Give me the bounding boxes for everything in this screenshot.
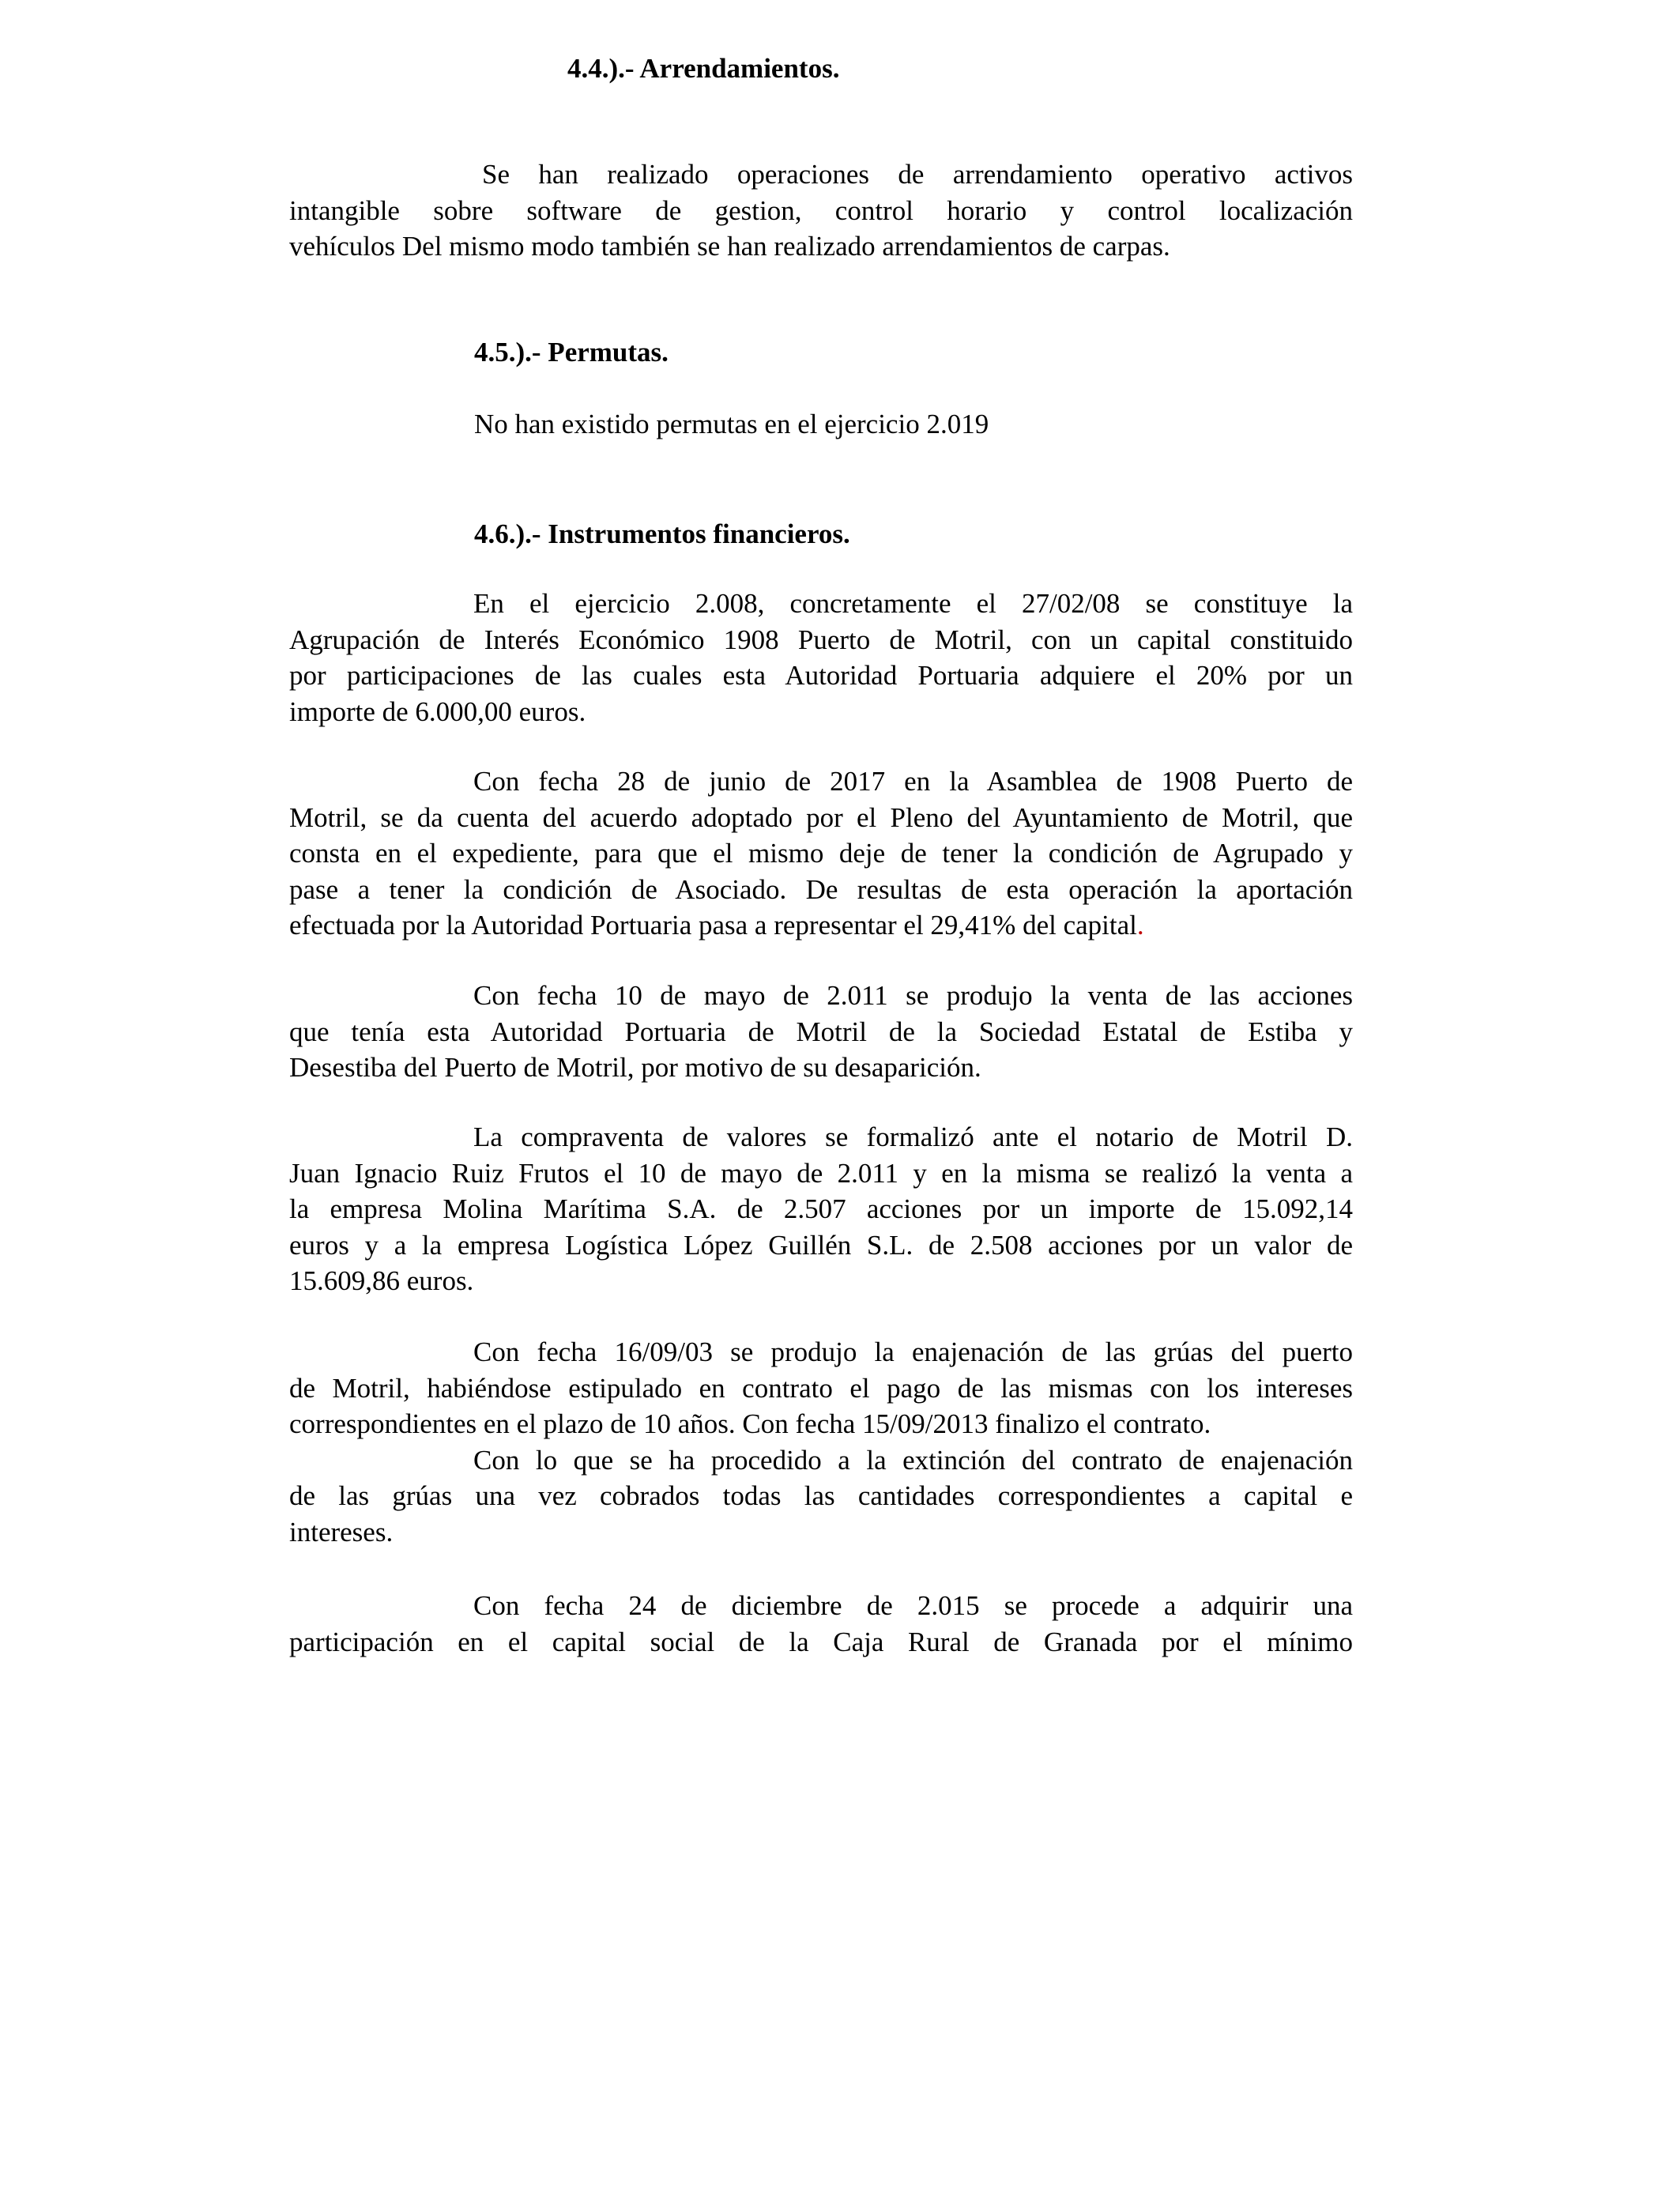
heading-permutas: 4.5.).- Permutas.	[474, 337, 669, 368]
red-period: .	[1136, 910, 1144, 941]
heading-instrumentos-financieros: 4.6.).- Instrumentos financieros.	[474, 518, 850, 549]
paragraph-gruas: Con fecha 16/09/03 se produjo la enajenación de las grúas del puerto de Motril, habiéndose estipulado en contrato el pago de las mismas con los intereses correspondientes en el plazo de 10 años. Con fecha 15/09/2013 finalizo el contrato. Con lo que se ha procedido a la extinción del contrato de enajenación de las grúas una vez cobrados todas las cantidades correspondientes a capital e intereses.	[289, 1336, 1353, 1547]
paragraph-caja-rural: Con fecha 24 de diciembre de 2.015 se procede a adquirir una participación en el capital social de la Caja Rural de Granada por el mínimo	[289, 1590, 1353, 1657]
paragraph-compraventa: La compraventa de valores se formalizó ante el notario de Motril D. Juan Ignacio Ruiz Frutos el 10 de mayo de 2.011 y en la misma se realizó la venta a la empresa Molina Marítima S.A. de 2.507 acciones por un importe de 15.092,14 euros y a la empresa Logística López Guillén S.L. de 2.508 acciones por un valor de 15.609,86 euros.	[289, 1122, 1353, 1296]
heading-arrendamientos: 4.4.).- Arrendamientos.	[567, 53, 840, 84]
paragraph-venta-acciones: Con fecha 10 de mayo de 2.011 se produjo la venta de las acciones que tenía esta Autoridad Portuaria de Motril de la Sociedad Estatal de Estiba y Desestiba del Puerto de Motril, por motivo de su desaparición.	[289, 980, 1353, 1083]
paragraph-permutas: No han existido permutas en el ejercicio 2.019	[474, 409, 989, 439]
paragraph-agrupacion: En el ejercicio 2.008, concretamente el 27/02/08 se constituye la Agrupación de Interés Económico 1908 Puerto de Motril, con un capital constituido por participaciones de las cuales esta Autoridad Portuaria adquiere el 20% por un importe de 6.000,00 euros.	[289, 588, 1353, 727]
paragraph-arrendamientos: Se han realizado operaciones de arrendamiento operativo activos intangible sobre software de gestion, control horario y control localización vehículos Del mismo modo también se han realizado arrendamientos de carpas.	[289, 159, 1353, 262]
paragraph-asamblea: Con fecha 28 de junio de 2017 en la Asamblea de 1908 Puerto de Motril, se da cuenta del acuerdo adoptado por el Pleno del Ayuntamiento de Motril, que consta en el expediente, para que el mismo deje de tener la condición de Agrupado y pase a tener la condición de Asociado. De resultas de esta operación la aportación efectuada por la Autoridad Portuaria pasa a representar el 29,41% del capital.	[289, 766, 1353, 941]
